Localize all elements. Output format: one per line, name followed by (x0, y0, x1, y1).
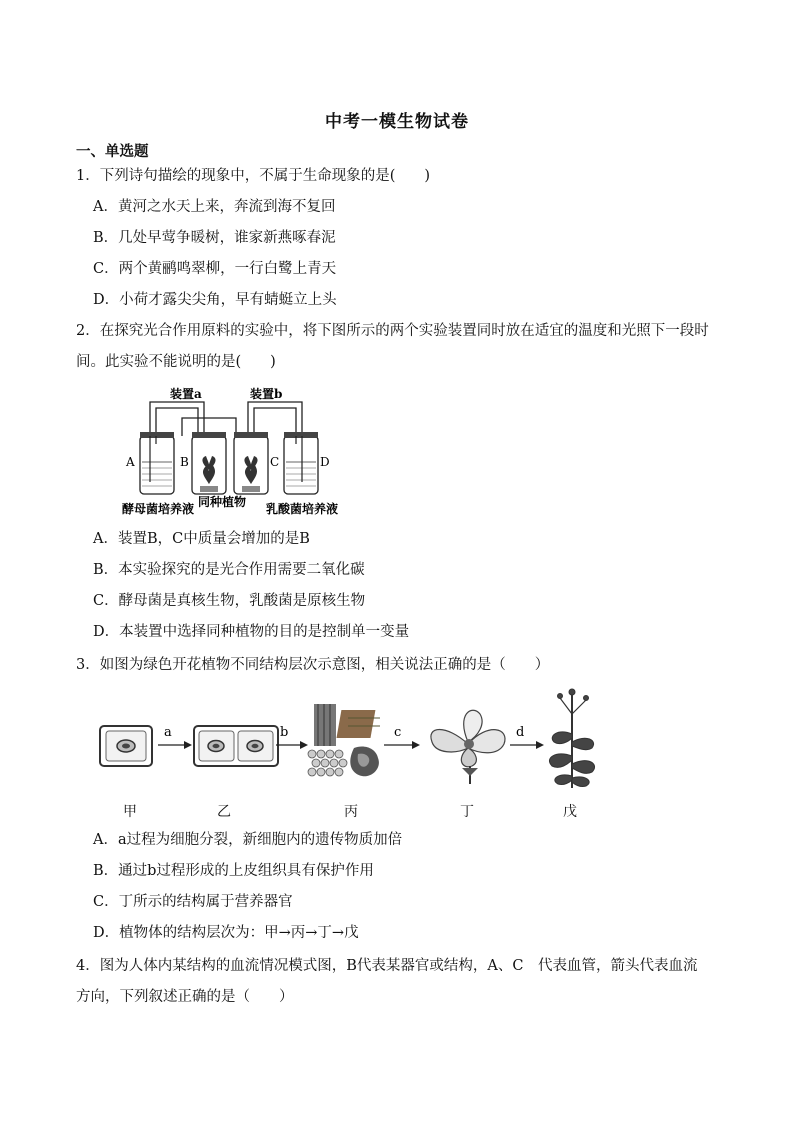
cell-diagram (100, 726, 152, 766)
question-3-option-b[interactable]: B．通过b过程形成的上皮组织具有保护作用 (93, 863, 374, 879)
flower-diagram (431, 710, 505, 784)
arrow-label-d: d (516, 725, 525, 740)
label-yeast-culture: 酵母菌培养液 (122, 502, 195, 516)
question-3-option-c[interactable]: C．丁所示的结构属于营养器官 (93, 894, 293, 910)
question-1-option-c[interactable]: C．两个黄鹂鸣翠柳，一行白鹭上青天 (93, 261, 337, 277)
arrow-label-c: c (394, 725, 402, 740)
question-2-option-d[interactable]: D．本装置中选择同种植物的目的是控制单一变量 (93, 624, 410, 640)
question-1-option-a[interactable]: A．黄河之水天上来，奔流到海不复回 (93, 199, 336, 215)
caption-yi: 乙 (217, 804, 231, 820)
question-2-stem-line2: 间。此实验不能说明的是( ) (76, 354, 276, 370)
label-apparatus-a: 装置a (170, 387, 202, 401)
question-1-option-b[interactable]: B．几处早莺争暖树，谁家新燕啄春泥 (93, 230, 336, 246)
question-2-option-b[interactable]: B．本实验探究的是光合作用需要二氧化碳 (93, 562, 365, 578)
question-3-stem: 3．如图为绿色开花植物不同结构层次示意图，相关说法正确的是（ ） (76, 657, 550, 673)
arrow-label-b: b (280, 725, 289, 740)
question-2-option-c[interactable]: C．酵母菌是真核生物，乳酸菌是原核生物 (93, 593, 366, 609)
arrow-label-a: a (164, 725, 172, 740)
label-same-plant: 同种植物 (198, 495, 247, 509)
label-lactic-culture: 乳酸菌培养液 (266, 502, 339, 516)
question-3-option-d[interactable]: D．植物体的结构层次为：甲→丙→丁→戊 (93, 925, 359, 941)
question-1-stem: 1．下列诗句描绘的现象中，不属于生命现象的是( ) (76, 168, 431, 184)
caption-bing: 丙 (344, 804, 358, 820)
whole-plant-diagram (549, 689, 594, 788)
apparatus-figure (120, 384, 355, 519)
question-4-stem-line2: 方向，下列叙述正确的是（ ） (76, 989, 294, 1005)
label-jar-d: D (320, 455, 330, 469)
tissues-diagram (308, 704, 380, 776)
question-1-option-d[interactable]: D．小荷才露尖尖角，早有蜻蜓立上头 (93, 292, 337, 308)
caption-ding: 丁 (460, 804, 474, 820)
question-4-stem-line1: 4．图为人体内某结构的血流情况模式图，B代表某器官或结构，A、C 代表血管，箭头代表血流 (76, 958, 698, 974)
page-title: 中考一模生物试卷 (325, 112, 469, 132)
label-jar-b: B (180, 455, 189, 469)
caption-wu: 戊 (563, 804, 577, 820)
question-2-stem-line1: 2．在探究光合作用原料的实验中，将下图所示的两个实验装置同时放在适宜的温度和光照下一段时 (76, 323, 709, 339)
plant-structure-figure (96, 684, 616, 796)
question-3-option-a[interactable]: A．a过程为细胞分裂，新细胞内的遗传物质加倍 (93, 832, 403, 848)
label-apparatus-b: 装置b (250, 387, 283, 401)
section-heading: 一、单选题 (76, 143, 149, 160)
label-jar-a: A (126, 455, 135, 469)
question-2-option-a[interactable]: A．装置B，C中质量会增加的是B (93, 531, 310, 547)
label-jar-c: C (270, 455, 280, 469)
caption-jia: 甲 (123, 804, 137, 820)
dividing-cells-diagram (194, 726, 278, 766)
